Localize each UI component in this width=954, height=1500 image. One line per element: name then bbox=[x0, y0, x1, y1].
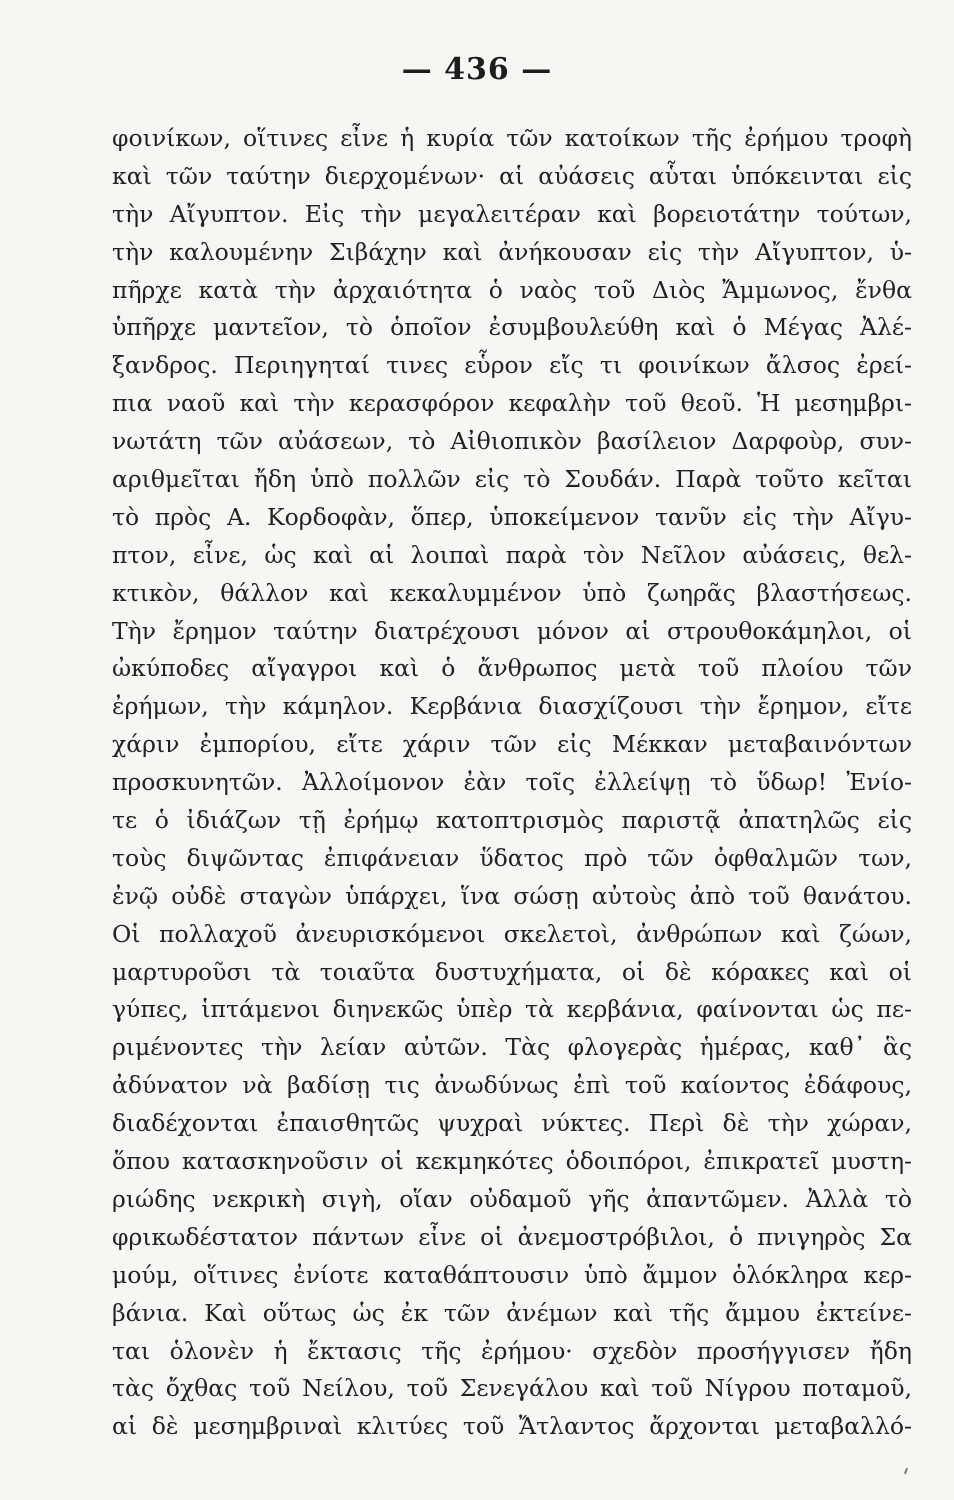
text-line: τὴν Αἴγυπτον. Εἰς τὴν μεγαλειτέραν καὶ βορειοτάτην τούτων, bbox=[112, 199, 912, 228]
body-text bbox=[112, 120, 912, 1446]
text-line: διαδέχονται ἐπαισθητῶς ψυχραὶ νύκτες. Περὶ δὲ τὴν χώραν, bbox=[112, 1109, 912, 1138]
text-line: κτικὸν, θάλλον καὶ κεκαλυμμένον ὑπὸ ζωηρᾶς βλαστήσεως. bbox=[112, 578, 912, 607]
text-line: ἐνῷ οὐδὲ σταγὼν ὑπάρχει, ἵνα σώσῃ αὐτοὺς ἀπὸ τοῦ θανάτου. bbox=[112, 881, 912, 910]
page-number: — 436 — bbox=[401, 52, 553, 87]
text-line: τοὺς διψῶντας ἐπιφάνειαν ὕδατος πρὸ τῶν ὀφθαλμῶν των, bbox=[112, 843, 912, 872]
text-line: ἀδύνατον νὰ βαδίσῃ τις ἀνωδύνως ἐπὶ τοῦ καίοντος ἐδάφους, bbox=[112, 1071, 912, 1100]
text-line: ριμένοντες τὴν λείαν αὐτῶν. Τὰς φλογερὰς ἡμέρας, καθ᾽ ἃς bbox=[112, 1033, 912, 1062]
text-line: ξανδρος. Περιηγηταί τινες εὗρον εἴς τι φοινίκων ἄλσος ἐρεί- bbox=[112, 351, 912, 380]
text-line: ὠκύποδες αἴγαγροι καὶ ὁ ἄνθρωπος μετὰ τοῦ πλοίου τῶν bbox=[112, 654, 912, 683]
text-line: τὴν καλουμένην Σιβάχην καὶ ἀνήκουσαν εἰς τὴν Αἴγυπτον, ὑ- bbox=[112, 237, 912, 266]
text-line: Οἱ πολλαχοῦ ἀνευρισκόμενοι σκελετοὶ, ἀνθρώπων καὶ ζώων, bbox=[112, 919, 912, 948]
text-line: τὸ πρὸς Α. Κορδοφὰν, ὅπερ, ὑποκείμενον τανῦν εἰς τὴν Αἴγυ- bbox=[112, 502, 912, 531]
text-line: Τὴν ἔρημον ταύτην διατρέχουσι μόνον αἱ στρουθοκάμηλοι, οἱ bbox=[112, 616, 912, 645]
text-line: βάνια. Καὶ οὕτως ὡς ἐκ τῶν ἀνέμων καὶ τῆς ἄμμου ἐκτείνε- bbox=[112, 1298, 912, 1327]
text-line: πῆρχε κατὰ τὴν ἀρχαιότητα ὁ ναὸς τοῦ Διὸς Ἄμμωνος, ἔνθα bbox=[112, 275, 912, 304]
text-line: ται ὁλονὲν ἡ ἔκτασις τῆς ἐρήμου· σχεδὸν προσήγγισεν ἤδη bbox=[112, 1336, 912, 1365]
text-line: αριθμεῖται ἤδη ὑπὸ πολλῶν εἰς τὸ Σουδάν. Παρὰ τοῦτο κεῖται bbox=[112, 465, 912, 494]
text-line: αἱ δὲ μεσημβριναὶ κλιτύες τοῦ Ἄτλαντος ἄρχονται μεταβαλλό- bbox=[112, 1412, 912, 1441]
text-line: τε ὁ ἰδιάζων τῇ ἐρήμῳ κατοπτρισμὸς παριστᾷ ἀπατηλῶς εἰς bbox=[112, 806, 912, 835]
paper-speck bbox=[904, 1468, 908, 1474]
text-line: φοινίκων, οἵτινες εἶνε ἡ κυρία τῶν κατοίκων τῆς ἐρήμου τροφὴ bbox=[112, 124, 912, 152]
text-line: καὶ τῶν ταύτην διερχομένων· αἱ αὐάσεις αὗται ὑπόκεινται εἰς bbox=[112, 161, 912, 190]
text-line: μούμ, οἵτινες ἐνίοτε καταθάπτουσιν ὑπὸ ἄμμον ὁλόκληρα κερ- bbox=[112, 1260, 912, 1289]
text-line: ἐρήμων, τὴν κάμηλον. Κερβάνια διασχίζουσι τὴν ἔρημον, εἴτε bbox=[112, 692, 912, 721]
text-line: ὑπῆρχε μαντεῖον, τὸ ὁποῖον ἐσυμβουλεύθη καὶ ὁ Μέγας Ἀλέ- bbox=[112, 313, 912, 342]
text-line: χάριν ἐμπορίου, εἴτε χάριν τῶν εἰς Μέκκαν μεταβαινόντων bbox=[112, 730, 912, 759]
text-line: προσκυνητῶν. Ἀλλοίμονον ἐὰν τοῖς ἐλλείψῃ τὸ ὕδωρ! Ἐνίο- bbox=[112, 768, 912, 797]
text-line: τὰς ὄχθας τοῦ Νείλου, τοῦ Σενεγάλου καὶ τοῦ Νίγρου ποταμοῦ, bbox=[112, 1374, 912, 1403]
text-line: φρικωδέστατον πάντων εἶνε οἱ ἀνεμοστρόβιλοι, ὁ πνιγηρὸς Σα bbox=[112, 1222, 912, 1251]
text-line: ὅπου κατασκηνοῦσιν οἱ κεκμηκότες ὁδοιπόροι, ἐπικρατεῖ μυστη- bbox=[112, 1147, 912, 1176]
text-line: ριώδης νεκρικὴ σιγὴ, οἵαν οὐδαμοῦ γῆς ἀπαντῶμεν. Ἀλλὰ τὸ bbox=[112, 1184, 912, 1213]
text-line: πτον, εἶνε, ὡς καὶ αἱ λοιπαὶ παρὰ τὸν Νεῖλον αὐάσεις, θελ- bbox=[112, 540, 912, 569]
text-line: πια ναοῦ καὶ τὴν κερασφόρον κεφαλὴν τοῦ θεοῦ. Ἡ μεσημβρι- bbox=[112, 389, 912, 418]
text-line: γύπες, ἱπτάμενοι διηνεκῶς ὑπὲρ τὰ κερβάνια, φαίνονται ὡς πε- bbox=[112, 995, 912, 1024]
text-line: νωτάτη τῶν αὐάσεων, τὸ Αἰθιοπικὸν βασίλειον Δαρφοὺρ, συν- bbox=[112, 427, 912, 456]
text-line: μαρτυροῦσι τὰ τοιαῦτα δυστυχήματα, οἱ δὲ κόρακες καὶ οἱ bbox=[112, 957, 912, 986]
